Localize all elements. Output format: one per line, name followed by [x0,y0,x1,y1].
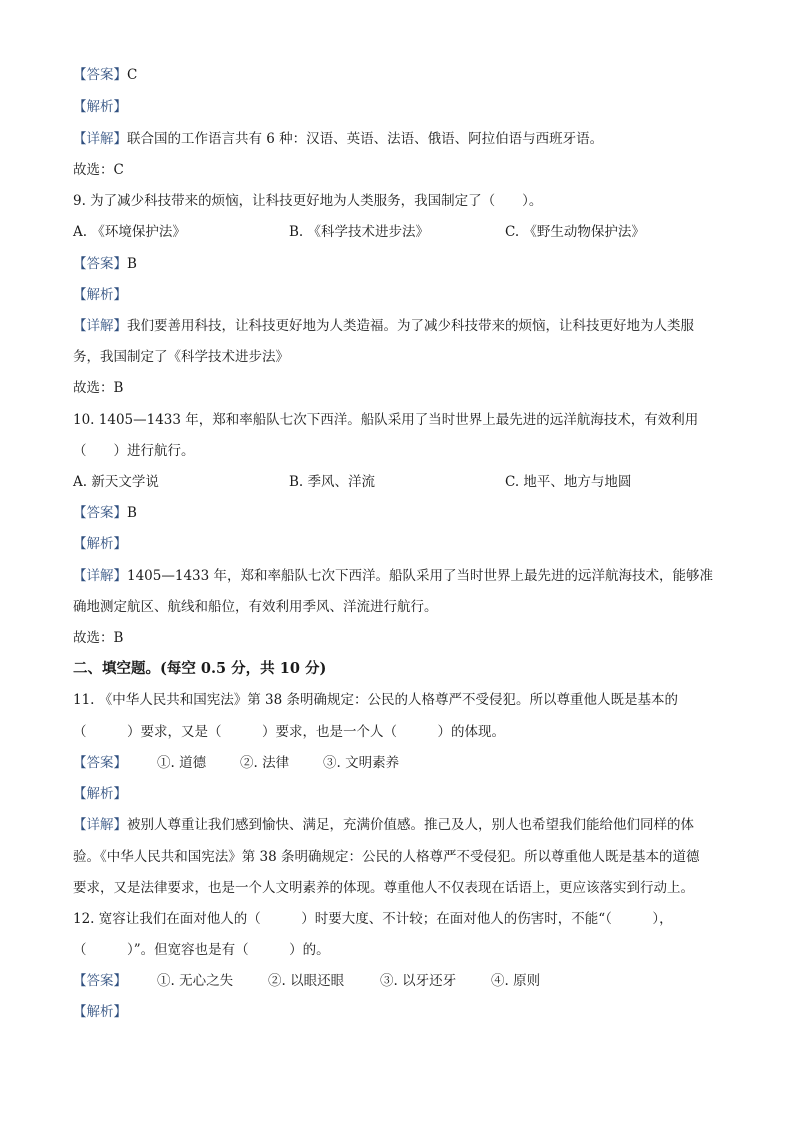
q9-answer-value: B [127,256,137,272]
q11-detail-line-2: 验。《中华人民共和国宪法》第 38 条明确规定：公民的人格尊严不受侵犯。所以尊重他人既是基本的道德 [73,849,700,865]
q9-analysis-line [73,285,127,305]
q11-analysis-line [73,784,127,804]
q8-detail-text: 联合国的工作语言共有 6 种：汉语、英语、法语、俄语、阿拉伯语与西班牙语。 [127,131,604,147]
q11-answer-line [73,753,127,773]
q8-choice: 故选：C [73,162,124,178]
q12-answer-line [73,971,127,991]
analysis-tag: 【解析】 [73,536,127,552]
q8-answer-value: C [127,67,138,83]
q12-stem-line-1: 12. 宽容让我们在面对他人的（ ）时要大度、不计较；在面对他人的伤害时，不能“（ ）， [73,911,673,927]
q12-answer-2: ②. 以眼还眼 [268,973,345,989]
analysis-tag: 【解析】 [73,1004,127,1020]
q11-stem-line-2: （ ）要求，又是（ ）要求，也是一个人（ ）的体现。 [73,724,505,740]
answer-tag: 【答案】 [73,505,127,521]
q10-detail-line-1 [73,566,713,586]
q8-analysis-line [73,97,127,117]
detail-tag: 【详解】 [73,318,127,334]
q10-answer-line [73,503,137,523]
q8-detail-line [73,129,603,149]
detail-tag: 【详解】 [73,131,127,147]
answer-tag: 【答案】 [73,755,127,771]
q10-option-c: C. 地平、地方与地圆 [505,474,632,490]
q11-stem-line-1: 11. 《中华人民共和国宪法》第 38 条明确规定：公民的人格尊严不受侵犯。所以尊重他人既是基本的 [73,692,679,708]
q10-detail-text-1: 1405—1433 年，郑和率船队七次下西洋。船队采用了当时世界上最先进的远洋航海技术，能够准 [127,568,714,584]
q11-answer-2: ②. 法律 [240,755,290,771]
analysis-tag: 【解析】 [73,287,127,303]
q11-detail-text-1: 被别人尊重让我们感到愉快、满足，充满价值感。推己及人，别人也希望我们能给他们同样的体 [127,817,694,833]
q10-answer-value: B [127,505,137,521]
q11-detail-line-3: 要求，又是法律要求，也是一个人文明素养的体现。尊重他人不仅表现在话语上，更应该落实到行动上。 [73,880,694,896]
q9-detail-line-2: 务，我国制定了《科学技术进步法》 [73,349,289,365]
detail-tag: 【详解】 [73,817,127,833]
q12-answer-4: ④. 原则 [491,973,541,989]
section-2-title: 二、填空题。(每空 0.5 分，共 10 分) [73,660,327,677]
q9-detail-text-1: 我们要善用科技，让科技更好地为人类造福。为了减少科技带来的烦恼，让科技更好地为人类服 [127,318,694,334]
q9-option-c: C. 《野生动物保护法》 [505,224,645,240]
q11-answer-1: ①. 道德 [157,755,207,771]
q10-detail-line-2: 确地测定航区、航线和船位，有效利用季风、洋流进行航行。 [73,599,438,615]
q11-answer-3: ③. 文明素养 [323,755,400,771]
q10-option-a: A. 新天文学说 [73,474,159,490]
answer-tag: 【答案】 [73,256,127,272]
q9-detail-line-1 [73,316,694,336]
q10-option-b: B. 季风、洋流 [289,474,376,490]
analysis-tag: 【解析】 [73,786,127,802]
q10-stem-line-1: 10. 1405—1433 年，郑和率船队七次下西洋。船队采用了当时世界上最先进的远洋航海技术，有效利用 [73,412,699,428]
q12-answer-1: ①. 无心之失 [157,973,234,989]
q12-analysis-line [73,1002,127,1022]
answer-tag: 【答案】 [73,973,127,989]
q10-analysis-line [73,534,127,554]
q9-stem: 9. 为了减少科技带来的烦恼，让科技更好地为人类服务，我国制定了（ ）。 [73,193,543,209]
q10-stem-line-2: （ ）进行航行。 [73,443,195,459]
analysis-tag: 【解析】 [73,99,127,115]
q9-option-b: B. 《科学技术进步法》 [289,224,430,240]
answer-tag: 【答案】 [73,67,127,83]
q9-answer-line [73,254,137,274]
detail-tag: 【详解】 [73,568,127,584]
q9-choice: 故选：B [73,380,124,396]
q8-answer-line [73,65,137,85]
q10-choice: 故选：B [73,630,124,646]
q12-stem-line-2: （ ）”。但宽容也是有（ ）的。 [73,942,330,958]
q12-answer-3: ③. 以牙还牙 [380,973,457,989]
q11-detail-line-1 [73,815,694,835]
q9-option-a: A. 《环境保护法》 [73,224,186,240]
